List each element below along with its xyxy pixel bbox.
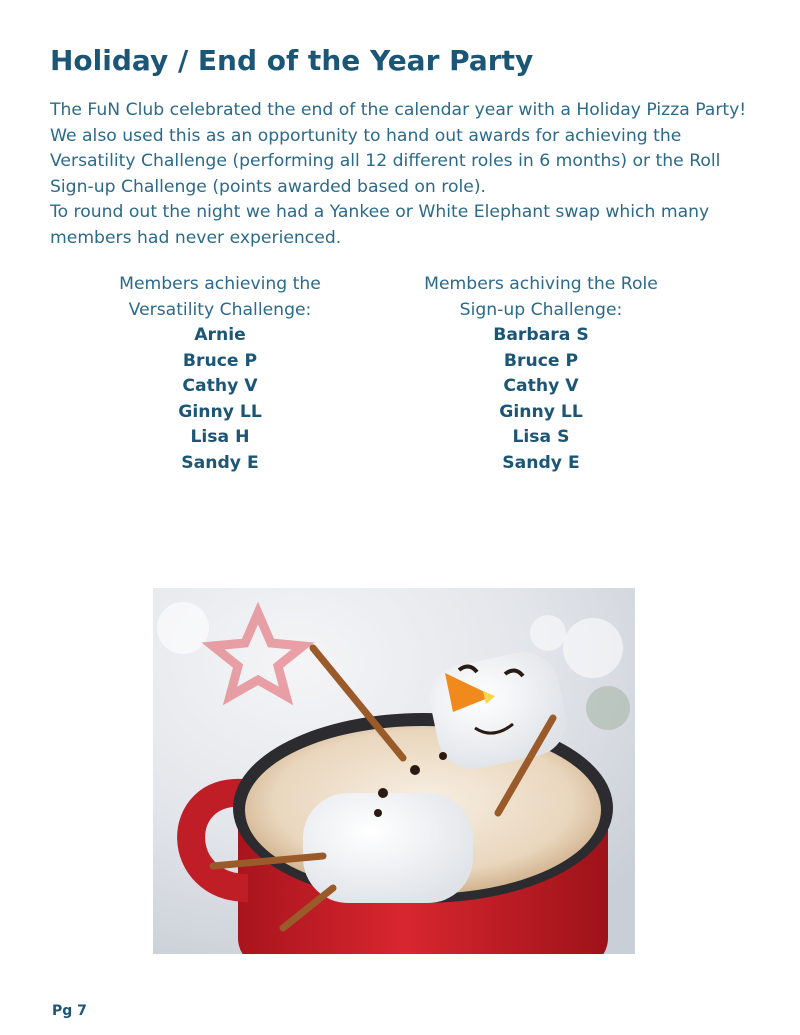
versatility-challenge-list: [95, 272, 345, 476]
list-item: Sandy E: [181, 452, 259, 473]
list-item: Arnie: [194, 325, 246, 345]
role-signup-heading: [400, 272, 682, 323]
list-item: Lisa S: [512, 427, 570, 447]
hot-cocoa-snowman-photo: [153, 588, 635, 954]
intro-text: [50, 98, 750, 251]
list-item: Ginny LL: [178, 401, 262, 422]
list-item: Bruce P: [503, 350, 579, 371]
page-title: Holiday / End of the Year Party: [50, 44, 534, 77]
list-item: Ginny LL: [499, 401, 583, 422]
intro-paragraph: The FuN Club celebrated the end of the calendar year with a Holiday Pizza Party! We also used this as an opportunity to hand out awards for achieving the Versatility Challenge (performing all 12 different roles in 6 months) or the Roll Sign-up Challenge (points awarded based on role).: [50, 100, 747, 197]
list-item: Sandy E: [502, 452, 580, 473]
intro-paragraph: To round out the night we had a Yankee or White Elephant swap which many members had never experienced.: [50, 202, 710, 248]
versatility-heading-line2: Versatility Challenge:: [128, 299, 312, 320]
page-number: Pg 7: [52, 1003, 87, 1019]
list-item: Barbara S: [493, 325, 589, 345]
role-signup-heading-line2: Sign-up Challenge:: [459, 299, 623, 320]
versatility-heading: [95, 272, 345, 323]
hot-cocoa-snowman-illustration: [153, 588, 635, 954]
list-item: Bruce P: [182, 350, 258, 371]
list-item: Cathy V: [503, 376, 579, 396]
role-signup-challenge-list: [400, 272, 682, 476]
role-signup-heading-line1: Members achiving the Role: [424, 274, 658, 294]
versatility-members: [95, 323, 345, 476]
list-item: Cathy V: [182, 376, 258, 396]
role-signup-members: [400, 323, 682, 476]
list-item: Lisa H: [190, 427, 250, 447]
versatility-heading-line1: Members achieving the: [119, 274, 321, 294]
